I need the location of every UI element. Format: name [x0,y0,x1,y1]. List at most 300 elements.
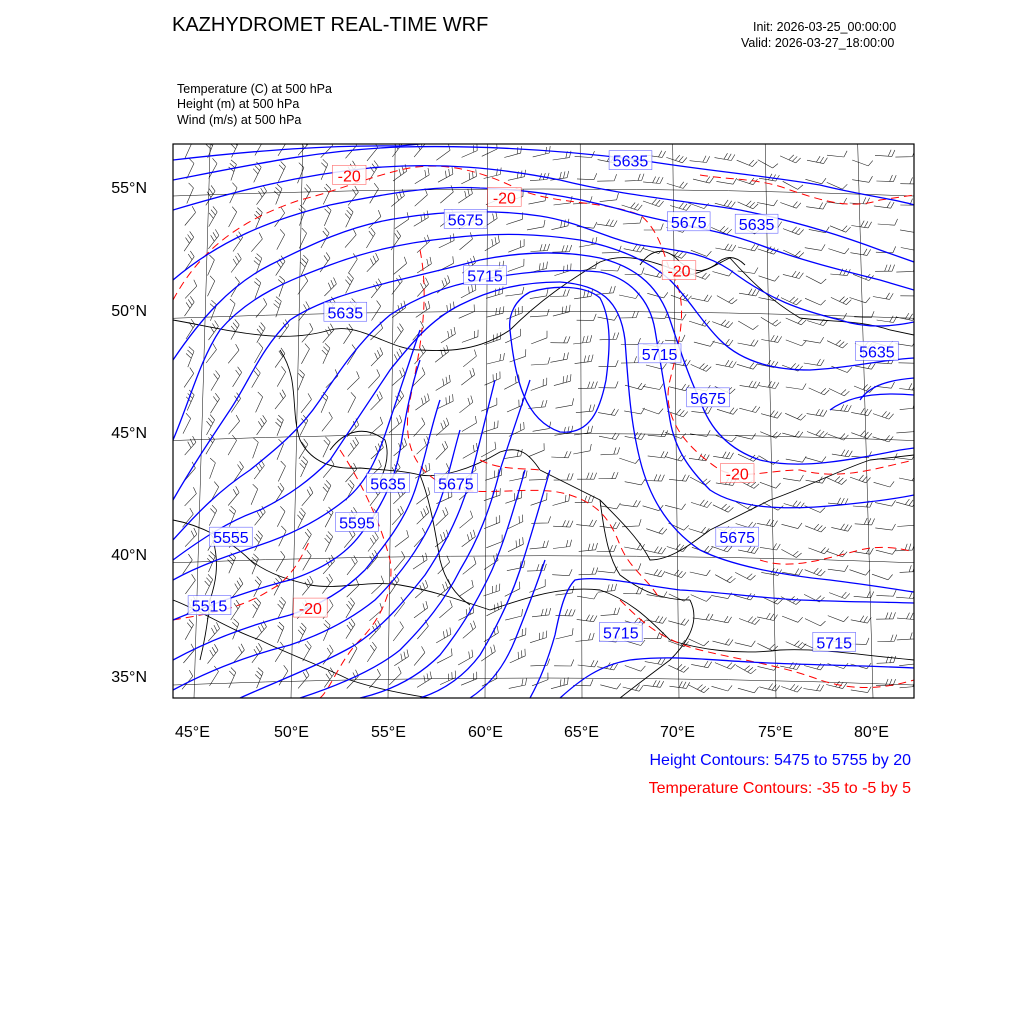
wind-barb [597,567,617,573]
height-contour-label-text: 5675 [719,530,755,548]
wind-barb [392,506,403,525]
wind-barb [619,458,640,463]
wind-barb [643,177,663,184]
wind-barb [257,415,267,435]
wind-barb [738,244,759,251]
wind-barb [394,257,407,275]
wind-barb [274,184,282,205]
wind-barb [326,369,338,387]
wind-barb [185,206,196,225]
wind-barb [716,360,737,367]
wind-barb [348,437,359,456]
temperature-contour-info: Temperature Contours: -35 to -5 by 5 [648,780,911,797]
height-contour-label-text: 5555 [213,530,249,548]
wind-barb [621,338,641,345]
lon-label-80: 80°E [854,724,889,741]
country-border [280,350,540,476]
wind-barb [321,139,333,158]
wind-barb [643,408,664,414]
height-contour-label-text: 5675 [438,476,474,494]
wind-barb [416,301,430,317]
height-contour-label [188,596,231,616]
wind-barb [371,279,382,298]
wind-barb [344,324,353,344]
wind-barb [897,632,916,640]
wind-barb [441,327,456,343]
wind-barb [805,244,825,250]
wind-barb [807,409,827,416]
wind-barb [783,271,804,279]
wind-barb [531,331,547,344]
wind-barb [302,487,313,506]
height-contour-label [638,344,681,364]
wind-barb [206,185,215,205]
wind-barb [278,136,287,156]
height-contour-label-text: 5715 [467,268,503,286]
lon-label-75: 75°E [758,724,793,741]
lat-label-50: 50°N [111,303,147,320]
wind-barb [551,677,568,688]
wind-barb [806,276,826,284]
wind-barb [414,138,425,157]
wind-barb [185,574,195,594]
wind-barb [458,650,473,665]
wind-barb [367,253,379,272]
wind-barb [459,580,473,596]
wind-barb [715,575,735,583]
wind-barb [667,182,688,189]
height-contour-label [599,623,642,643]
wind-barb [715,153,735,160]
wind-barb [278,597,286,618]
wind-barb [783,475,803,481]
wind-barb [436,441,448,460]
wind-barb [436,375,451,391]
wind-barb [575,496,594,503]
wind-barb [531,378,547,391]
wind-barb [483,584,499,596]
wind-barb [205,574,213,594]
wind-barb [829,389,849,396]
wind-barb [531,493,547,506]
wind-barb [643,199,664,207]
wind-barb [688,639,709,646]
wind-barb [786,641,807,649]
wind-barb [760,482,781,488]
wind-barb [855,518,875,525]
country-border [330,431,387,480]
wind-barb [598,409,618,416]
wind-barb [644,271,665,278]
wind-barb [436,628,451,643]
wind-barb [505,609,522,620]
height-contour-label-text: 5675 [690,390,726,408]
wind-barb [278,622,285,643]
wind-barb [900,227,920,233]
height-contour-label [464,266,507,286]
wind-barb [345,207,353,227]
wind-barb [831,405,851,412]
wind-barb [577,222,597,228]
wind-barb [826,477,847,485]
wind-barb [827,182,848,189]
height-contour-label-text: 5635 [859,344,895,362]
wind-barb [737,160,758,167]
wind-barb [209,321,219,341]
country-borders [173,251,914,698]
wind-barb [759,381,779,388]
wind-barb [854,591,874,598]
wind-barb [738,321,758,330]
wind-barb [251,233,262,252]
wind-barb [345,273,353,293]
lat-label-45: 45°N [111,425,147,442]
wind-barb [321,392,328,413]
height-contour-label [336,513,379,533]
wind-barb [275,207,285,227]
wind-barb [183,413,191,433]
latitude-line [173,556,914,563]
wind-barb [828,616,849,622]
wind-barb [369,669,380,688]
wind-barb [690,156,710,163]
wind-barb [670,681,690,688]
wind-barb [665,432,686,438]
height-contour [510,287,609,432]
wind-barb [876,612,895,619]
lat-label-35: 35°N [111,669,147,686]
height-contour-label-text: 5635 [327,305,364,323]
wind-barb [851,221,871,228]
wind-barb [873,435,894,442]
wind-barb [738,201,759,209]
wind-barb [255,135,264,155]
wind-barb [624,408,644,414]
wind-barb [276,415,284,436]
wind-barb [463,621,476,639]
wind-barb [780,202,801,209]
wind-barb [185,280,197,299]
valid-time: Valid: 2026-03-27_18:00:00 [741,36,895,50]
wind-barb [185,620,193,640]
wind-barb [417,235,430,253]
wind-barb [573,335,592,344]
wind-barb [531,357,550,365]
wind-barb [414,418,425,437]
wind-barb [486,535,502,548]
wind-barb [277,506,285,526]
wind-barb [208,644,219,663]
wind-barb [739,617,760,625]
wind-barb [896,425,915,433]
wind-barb [693,177,714,184]
height-contour-label [813,632,856,652]
wind-barb [577,314,597,321]
wind-barb [417,506,429,524]
wind-barb [735,641,756,647]
wind-barb [760,543,780,550]
wind-barb [738,268,758,274]
wind-barb [551,451,571,458]
wind-barb [901,245,922,251]
wind-barb [577,173,597,179]
wind-barb [324,278,336,297]
wind-barb [896,592,916,599]
wind-barb [322,574,332,594]
wind-barb [510,649,526,663]
wind-barb [300,255,308,276]
wind-barb [509,678,527,688]
wind-barb [528,400,547,408]
wind-barb [575,355,594,364]
wind-barb [346,463,357,482]
wind-barb [370,183,379,203]
wind-barb [786,318,807,325]
wind-barb [553,305,570,316]
wind-barb [736,502,756,510]
temperature-contour-label [662,261,696,281]
wind-barb [533,146,551,157]
wind-barb [900,177,920,184]
wind-barb [298,370,305,391]
wind-barb [735,572,755,580]
wind-barb [874,202,894,209]
wind-barb [625,174,644,181]
wind-barb [712,271,733,277]
wind-barb [459,396,472,413]
wind-barb [828,434,849,441]
wind-barb [875,524,895,530]
wind-barb [274,297,282,318]
wind-barb [303,184,311,204]
temperature-contour-label [294,598,328,618]
wind-barb [598,584,617,592]
wind-barb [783,227,804,235]
wind-barb [460,232,473,250]
wind-barb [900,290,920,297]
wind-barb [554,264,571,276]
height-contour-label-text: 5715 [816,635,852,653]
wind-barb [208,255,215,276]
wind-barb [665,504,686,510]
height-contour-label [716,527,759,547]
wind-barb [554,660,574,667]
latitude-line [173,189,914,196]
wind-barb [298,136,309,155]
chart-title: KAZHYDROMET REAL-TIME WRF [172,14,489,36]
height-contour [300,380,530,698]
wind-barb [211,482,219,502]
wind-barb [209,158,217,178]
wind-barb [233,232,243,252]
wind-barb [505,491,521,504]
wind-barb [665,570,686,578]
wind-barb [713,639,734,646]
wind-barb [256,392,263,413]
wind-barb [877,635,896,642]
lat-label-40: 40°N [111,547,147,564]
wind-barb [278,461,285,482]
wind-barb [600,522,620,529]
wind-barb [439,600,452,618]
wind-barb [851,408,871,415]
wind-barb [322,343,330,364]
wind-barb [482,672,497,687]
wind-barb [759,684,780,692]
wind-barb [394,324,404,344]
wind-barb [713,504,734,512]
wind-barb [807,156,827,163]
wind-barb [900,680,919,688]
wind-barb [876,175,896,182]
country-border [620,600,694,698]
wind-barb [297,508,305,528]
wind-barb [277,229,285,249]
wind-barb [550,352,568,362]
country-border [730,258,914,335]
wind-barb [900,401,919,409]
wind-barb [827,151,847,157]
wind-barb [646,528,667,535]
wind-barb [712,320,733,328]
wind-barb [391,349,402,368]
temperature-contour-label [332,165,366,185]
wind-barb [693,614,713,621]
wind-barb [896,313,916,320]
wind-barb [597,219,617,226]
height-contour [173,187,914,290]
wind-barb [228,344,239,363]
height-contour [173,270,914,540]
height-contour [560,658,914,698]
wind-barb [827,313,847,319]
wind-barb [461,368,474,385]
wind-barb [806,203,826,210]
wind-barb [254,577,262,597]
wind-barb [691,661,712,668]
wind-barb [578,660,598,667]
wind-barb [529,473,548,480]
wind-barb [254,278,260,299]
wind-barb [601,447,620,455]
wind-barb [484,626,499,642]
wind-barb [717,408,738,415]
height-contour-label [855,341,898,361]
wind-barb [371,348,383,367]
wind-barb [625,479,645,485]
wind-barb [369,161,378,181]
wind-barb [416,487,430,504]
wind-barb [873,293,893,300]
wind-barb [209,505,217,525]
wind-barb [619,293,639,299]
wind-barb [417,278,428,297]
wind-barb [782,616,803,622]
wind-barb [505,329,520,343]
wind-barb [645,569,666,577]
temperature-contour [620,600,914,688]
wind-barb [878,219,898,225]
wind-barb [623,216,642,224]
wind-barb [463,443,478,458]
wind-barb [780,155,801,163]
init-time: Init: 2026-03-25_00:00:00 [753,20,897,34]
wind-barb [828,248,849,254]
wind-barb [463,557,476,574]
wind-barb [577,615,597,622]
wind-barb [761,317,781,326]
wind-barb [527,220,545,230]
wind-barb [690,570,711,576]
wind-barb [257,323,265,343]
wind-barb [738,340,759,347]
wind-barb [899,475,919,482]
wind-barb [552,569,572,575]
wind-barb [389,667,401,685]
wind-barb [303,641,312,661]
wind-barb [711,616,731,623]
wind-barb [229,668,236,689]
wind-barb [371,576,383,594]
wind-barb [896,265,915,272]
wind-barb [367,642,376,662]
wind-barb [781,684,802,692]
height-contour-label-text: 5515 [191,598,228,616]
wind-barb [184,368,194,388]
wind-barb [182,670,193,689]
wind-barb [694,341,715,347]
wind-barb [577,593,597,599]
wind-barb [554,374,571,385]
wind-barb [872,574,893,580]
height-contour [173,147,914,208]
height-contour-label-text: 5595 [339,515,375,533]
wind-barb [392,368,405,386]
wind-barb [599,381,619,388]
wind-barb [874,481,895,487]
wind-barb [484,515,500,528]
wind-barb [231,277,240,297]
wind-barb [436,507,448,525]
wind-barb [691,295,712,302]
wind-barb [601,265,621,271]
wind-barb [602,246,621,253]
wind-barb [321,159,328,180]
wind-barb [508,259,524,272]
wind-barb [301,344,309,364]
wind-barb [231,253,241,273]
wind-barb [805,568,826,576]
temperature-contour-label [488,187,522,207]
wind-barb [368,369,380,388]
wind-barb [253,438,259,459]
wind-barb [786,384,806,390]
wind-barb [577,473,597,480]
wind-barb [417,257,431,273]
wind-barb [413,553,427,569]
wind-barb [829,592,850,599]
height-contour-label-text: 5675 [447,212,484,230]
wind-barb [850,475,871,483]
wind-barb [900,565,919,573]
wind-barb [759,276,780,281]
wind-barb [366,228,375,248]
wind-barb [211,393,220,413]
wind-barb [508,239,524,252]
wind-barb [185,436,196,455]
wind-barb [735,433,756,439]
wind-barb [556,609,576,616]
